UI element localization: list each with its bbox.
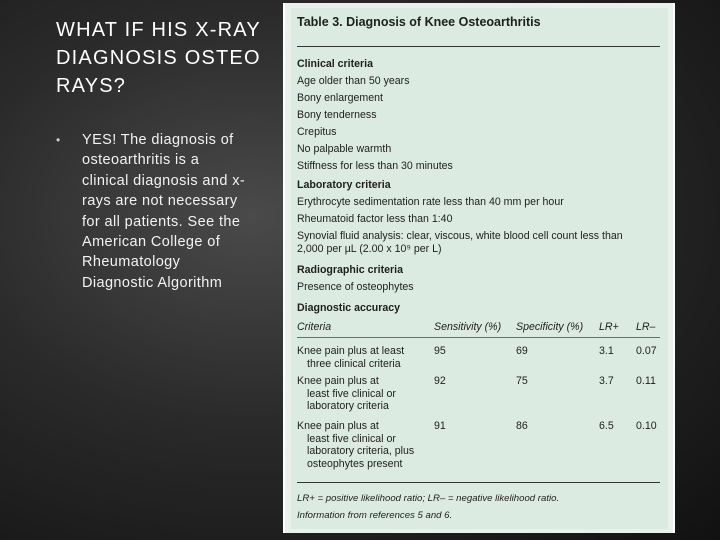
- bullet-marker: •: [56, 133, 61, 147]
- criteria-line: Knee pain plus at: [297, 420, 379, 432]
- criteria-cell: [297, 375, 425, 413]
- lr-positive-cell: 3.1: [599, 345, 614, 357]
- column-header-sensitivity: Sensitivity (%): [434, 321, 502, 333]
- lr-negative-cell: 0.11: [636, 375, 656, 387]
- laboratory-criterion-synovial: Synovial fluid analysis: clear, viscous, white blood cell count less than 2,000 per µL (2.00 x 10⁹ per L): [297, 230, 623, 255]
- specificity-cell: 86: [516, 420, 528, 432]
- clinical-criteria-heading: Clinical criteria: [297, 58, 373, 70]
- radiographic-criteria-section: [297, 262, 660, 296]
- bullet-item: [56, 130, 246, 293]
- diagnostic-accuracy-heading: Diagnostic accuracy: [297, 302, 401, 314]
- footer-rule: [297, 482, 660, 483]
- radiographic-criteria-heading: Radiographic criteria: [297, 264, 403, 276]
- specificity-cell: 75: [516, 375, 528, 387]
- laboratory-criterion: Erythrocyte sedimentation rate less than 40 mm per hour: [297, 196, 564, 208]
- bullet-list: [56, 130, 246, 293]
- clinical-criterion: Age older than 50 years: [297, 75, 410, 87]
- sensitivity-cell: 95: [434, 345, 446, 357]
- lr-positive-cell: 6.5: [599, 420, 614, 432]
- lr-negative-cell: 0.10: [636, 420, 657, 432]
- table-title: Table 3. Diagnosis of Knee Osteoarthritis: [297, 15, 541, 29]
- laboratory-criterion: Rheumatoid factor less than 1:40: [297, 213, 453, 225]
- column-header-specificity: Specificity (%): [516, 321, 584, 333]
- table-panel: [291, 8, 668, 529]
- title-rule: [297, 46, 660, 47]
- clinical-criterion: No palpable warmth: [297, 143, 392, 155]
- footnote-abbreviations: LR+ = positive likelihood ratio; LR– = negative likelihood ratio.: [297, 493, 560, 504]
- sensitivity-cell: 91: [434, 420, 446, 432]
- column-header-criteria: Criteria: [297, 321, 332, 333]
- criteria-cell: [297, 345, 425, 370]
- criteria-line: laboratory criteria, plus: [307, 445, 415, 457]
- criteria-line: laboratory criteria: [307, 400, 389, 412]
- footnote-references: Information from references 5 and 6.: [297, 510, 453, 521]
- clinical-criterion: Crepitus: [297, 126, 337, 138]
- laboratory-criteria-section: [297, 177, 660, 256]
- diagnostic-accuracy-section: [297, 300, 660, 317]
- column-header-lr-positive: LR+: [599, 321, 619, 333]
- criteria-line: three clinical criteria: [307, 357, 401, 370]
- header-rule: [297, 337, 660, 338]
- clinical-criterion: Bony enlargement: [297, 92, 383, 104]
- slide-title: WHAT IF HIS X-RAY DIAGNOSIS OSTEO RAYS?: [56, 19, 261, 97]
- clinical-criteria-section: [297, 56, 660, 175]
- criteria-line: osteophytes present: [307, 457, 403, 470]
- criteria-line: least five clinical or: [307, 387, 396, 400]
- lr-negative-cell: 0.07: [636, 345, 657, 357]
- laboratory-criteria-heading: Laboratory criteria: [297, 179, 391, 191]
- clinical-criterion: Bony tenderness: [297, 109, 377, 121]
- criteria-line: Knee pain plus at least: [297, 345, 405, 357]
- clinical-criterion: Stiffness for less than 30 minutes: [297, 160, 453, 172]
- criteria-line: least five clinical or: [307, 432, 396, 445]
- bullet-text: YES! The diagnosis of osteoarthritis is a clinical diagnosis and x-rays are not necessary for all patients. See the American College of Rheumatology Diagnostic Algorithm: [82, 132, 246, 291]
- lr-positive-cell: 3.7: [599, 375, 614, 387]
- criteria-cell: [297, 420, 425, 470]
- radiographic-criterion: Presence of osteophytes: [297, 281, 414, 293]
- specificity-cell: 69: [516, 345, 528, 357]
- sensitivity-cell: 92: [434, 375, 446, 387]
- column-header-lr-negative: LR–: [636, 321, 656, 333]
- criteria-line: Knee pain plus at: [297, 375, 379, 387]
